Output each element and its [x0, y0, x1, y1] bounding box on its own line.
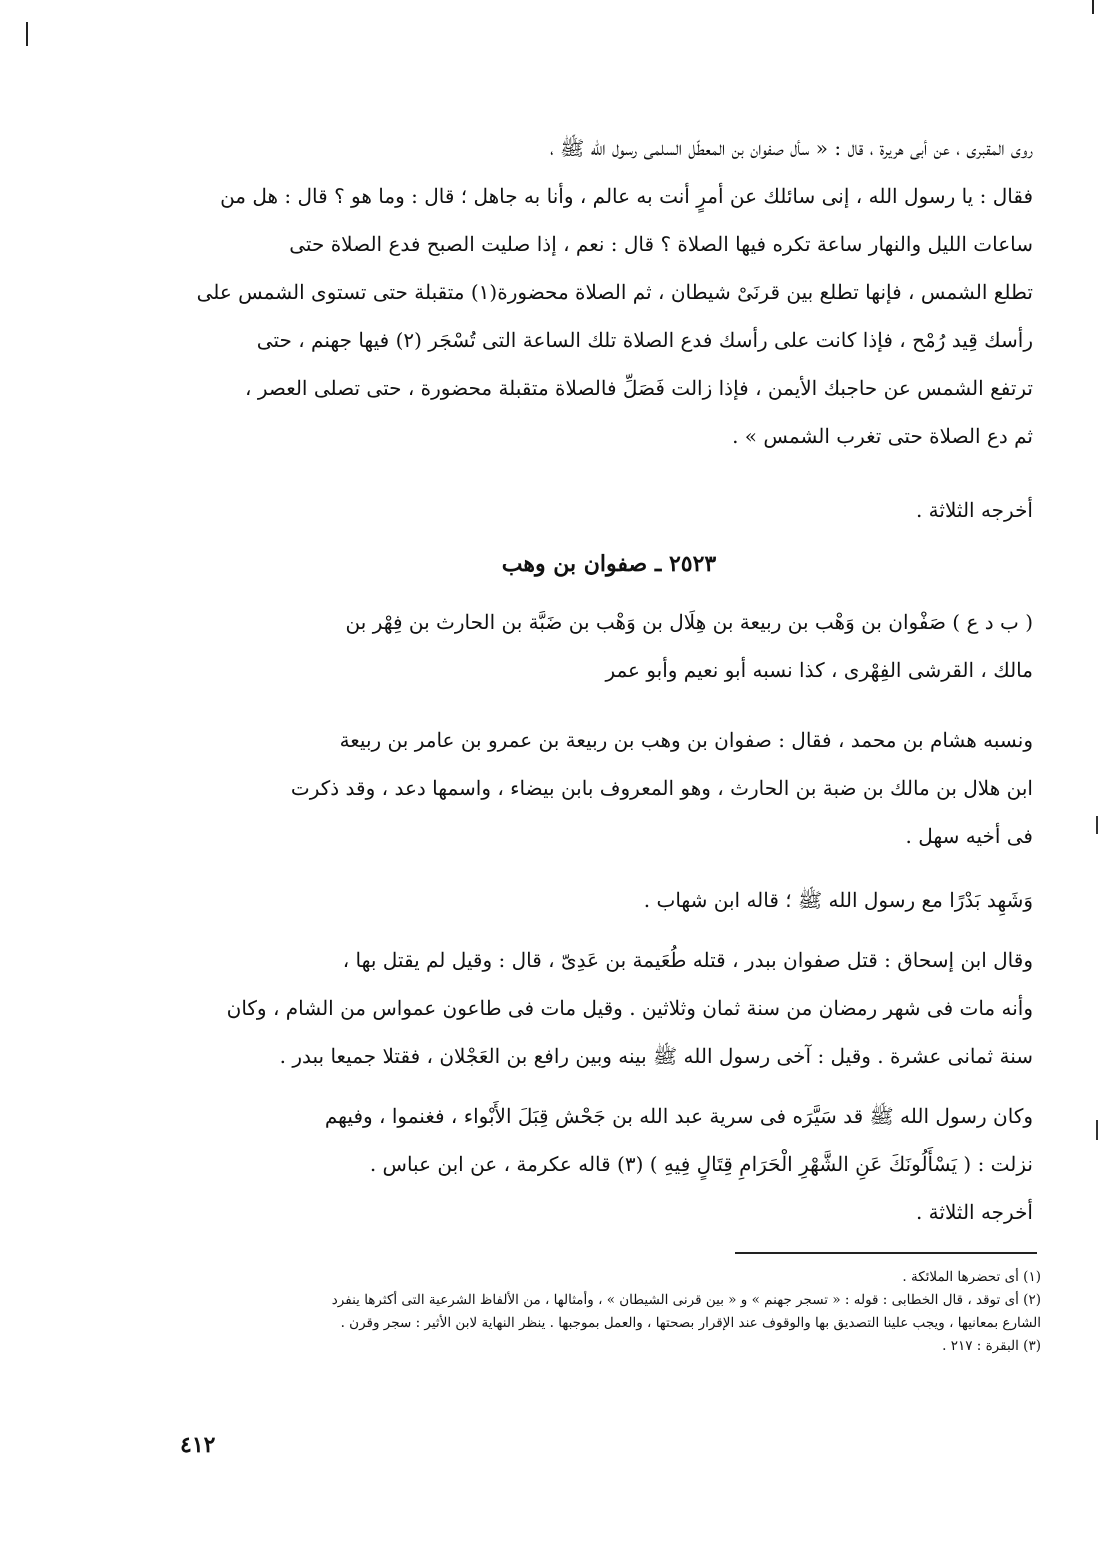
text-line: روى المقبرى ، عن أبى هريرة ، قال : « سأل صفوان بن المعطّل السلمى رسول الله ﷺ ، [549, 136, 1033, 160]
text-line: تطلع الشمس ، فإنها تطلع بين قرنَىْ شيطان ، ثم الصلاة محضورة(١) متقبلة حتى تستوى الشمس على [196, 280, 1033, 304]
footnote: (٢) أى توقد ، قال الخطابى : قوله : « تسجر جهنم » و « بين قرنى الشيطان » ، وأمثالها ، من الألفاظ الشرعية التى أكثرها ينفرد [331, 1292, 1041, 1308]
text-line: سنة ثمانى عشرة . وقيل : آخى رسول الله ﷺ بينه وبين رافع بن العَجْلان ، فقتلا جميعا ببدر . [279, 1044, 1033, 1068]
entry-heading: ٢٥٢٣ ـ صفوان بن وهب [501, 551, 717, 577]
text-line: نزلت : ( يَسْأَلُونَكَ عَنِ الشَّهْرِ الْحَرَامِ قِتَالٍ فِيهِ ) (٣) قاله عكرمة ، عن ابن عباس . [369, 1152, 1033, 1176]
text-line: فى أخيه سهل . [905, 824, 1033, 848]
text-line: أخرجه الثلاثة . [915, 498, 1033, 522]
scan-artifact [1092, 0, 1094, 14]
text-line: وكان رسول الله ﷺ قد سَيَّرَه فى سرية عبد الله بن جَحْش قِبَلَ الأَبْواء ، فغنموا ، وفيهم [324, 1104, 1033, 1128]
text-line: ساعات الليل والنهار ساعة تكره فيها الصلاة ؟ قال : نعم ، إذا صليت الصبح فدع الصلاة حتى [289, 232, 1033, 256]
badr-paragraph [185, 876, 1033, 924]
source-note [185, 486, 1033, 534]
text-line: ونسبه هشام بن محمد ، فقال : صفوان بن وهب بن ربيعة بن عمرو بن عامر بن ربيعة [339, 728, 1033, 752]
text-line: وَشَهِد بَدْرًا مع رسول الله ﷺ ؛ قاله ابن شهاب . [643, 888, 1033, 912]
page-number: ٤١٢ [180, 1432, 216, 1458]
lineage-paragraph-alt [185, 716, 1033, 860]
text-line: وأنه مات فى شهر رمضان من سنة ثمان وثلاثين . وقيل مات فى طاعون عمواس من الشام ، وكان [226, 996, 1033, 1020]
footnotes [175, 1266, 1041, 1358]
text-line: ابن هلال بن مالك بن ضبة بن الحارث ، وهو المعروف بابن بيضاء ، واسمها دعد ، وقد ذكرت [290, 776, 1033, 800]
text-line: رأسك قِيد رُمْح ، فإذا كانت على رأسك فدع الصلاة تلك الساعة التى تُسْجَر (٢) فيها جهنم ، حتى [256, 328, 1033, 352]
hadith-paragraph [185, 124, 1033, 460]
lineage-paragraph [185, 598, 1033, 694]
text-line: وقال ابن إسحاق : قتل صفوان ببدر ، قتله طُعَيمة بن عَدِىّ ، قال : وقيل لم يقتل بها ، [342, 948, 1033, 972]
death-paragraph [185, 936, 1033, 1080]
scan-artifact [1096, 816, 1098, 834]
scan-artifact [1096, 1120, 1098, 1140]
text-line: فقال : يا رسول الله ، إنى سائلك عن أمرٍ أنت به عالم ، وأنا به جاهل ؛ قال : وما هو ؟ قال : هل من [220, 184, 1033, 208]
footnote-divider [735, 1252, 1037, 1254]
expedition-paragraph [185, 1092, 1033, 1188]
text-line: مالك ، القرشى الفِهْرى ، كذا نسبه أبو نعيم وأبو عمر [605, 658, 1033, 682]
footnote: (٣) البقرة : ٢١٧ . [942, 1338, 1041, 1354]
scan-artifact [26, 22, 28, 46]
text-line: ترتفع الشمس عن حاجبك الأيمن ، فإذا زالت فَصَلِّ فالصلاة متقبلة محضورة ، حتى تصلى العصر ، [245, 376, 1033, 400]
text-line: ( ب د ع ) صَفْوان بن وَهْب بن ربيعة بن هِلَال بن وَهْب بن ضَبَّة بن الحارث بن فِهْر بن [345, 610, 1033, 634]
text-line: أخرجه الثلاثة . [915, 1200, 1033, 1224]
source-note [185, 1188, 1033, 1236]
text-line: ثم دع الصلاة حتى تغرب الشمس » . [732, 424, 1033, 448]
footnote: الشارع بمعانيها ، ويجب علينا التصديق بها والوقوف عند الإقرار بصحتها ، والعمل بموجبها . ينظر النهاية لابن الأثير : سجر وقرن . [340, 1315, 1041, 1331]
footnote: (١) أى تحضرها الملائكة . [902, 1269, 1041, 1285]
